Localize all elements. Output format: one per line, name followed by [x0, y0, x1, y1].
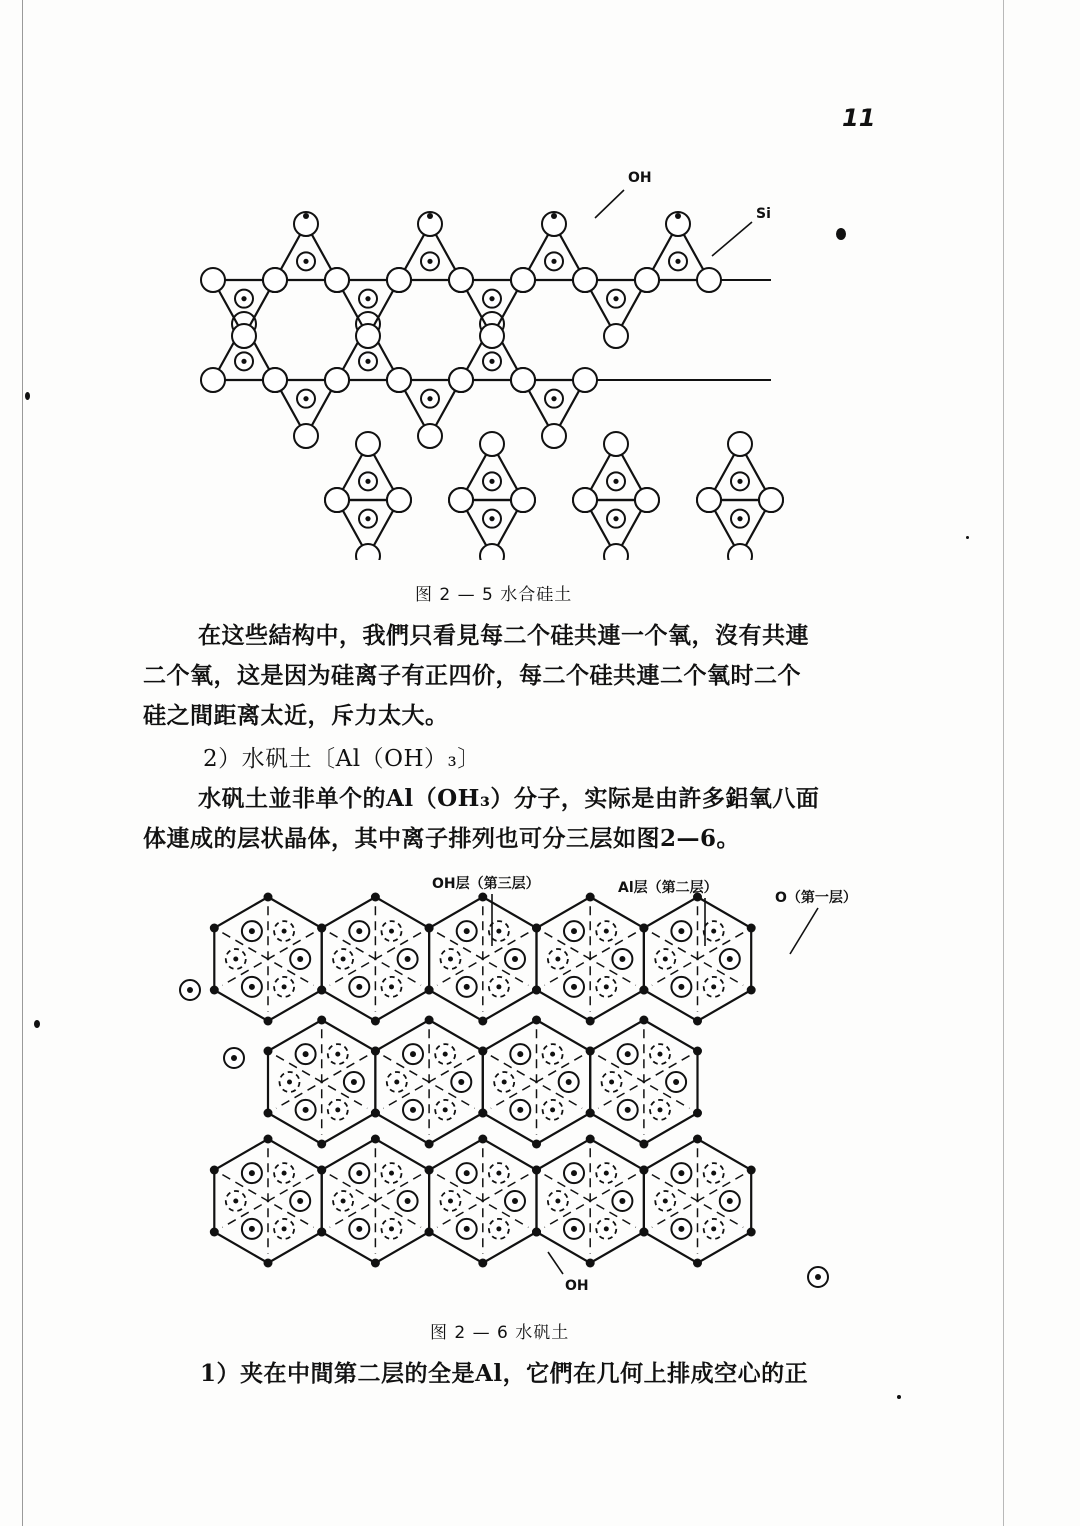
paragraph-2-line-1: 水矾土並非单个的Al（OH₃）分子，实际是由許多鋁氧八面 — [198, 785, 820, 812]
hydroxyl-third-layer-center — [389, 929, 394, 934]
aluminum-atom — [747, 1166, 756, 1175]
silicon-atom-center — [303, 259, 308, 264]
figure-2-6-label-oh-layer: OH层（第三层） — [432, 876, 540, 892]
aluminum-atom — [747, 1228, 756, 1237]
figure-2-6-label-o-layer: O（第一层） — [775, 890, 857, 906]
silicon-atom-center — [613, 296, 618, 301]
hydroxyl-third-layer-center — [550, 1052, 555, 1057]
oxygen-atom — [387, 488, 411, 512]
oxygen-atom — [480, 432, 504, 456]
oxygen-atom — [697, 268, 721, 292]
hydroxyl-third-layer-center — [335, 1052, 340, 1057]
oxygen-first-layer-center — [297, 956, 303, 962]
hydroxyl-third-layer-center — [335, 1107, 340, 1112]
aluminum-atom — [586, 1047, 595, 1056]
hydroxyl-third-layer-center — [496, 1226, 501, 1231]
aluminum-atom — [747, 924, 756, 933]
oxygen-first-layer-center — [625, 1107, 631, 1113]
oxygen-atom — [201, 268, 225, 292]
silicon-atom-center — [365, 296, 370, 301]
aluminum-atom — [478, 893, 487, 902]
oxygen-first-layer-center — [410, 1107, 416, 1113]
oxygen-first-layer-center — [727, 1198, 733, 1204]
aluminum-atom — [264, 1017, 273, 1026]
figure-2-6 — [170, 862, 890, 1302]
paragraph-2-line-2: 体連成的层状晶体，其中离子排列也可分三层如图2—6。 — [143, 825, 741, 852]
silicon-atom-center — [737, 479, 742, 484]
aluminum-atom — [532, 1228, 541, 1237]
aluminum-atom — [425, 986, 434, 995]
aluminum-atom — [586, 1017, 595, 1026]
oh-leader-bottom — [548, 1252, 563, 1274]
oxygen-first-layer-center — [571, 1226, 577, 1232]
aluminum-atom — [317, 1228, 326, 1237]
oxygen-atom — [759, 488, 783, 512]
oxygen-atom — [356, 432, 380, 456]
silicon-atom-center — [365, 516, 370, 521]
hydroxyl-third-layer-center — [287, 1080, 292, 1085]
aluminum-atom — [317, 1016, 326, 1025]
hydroxyl-third-layer-center — [711, 984, 716, 989]
aluminum-atom — [532, 1016, 541, 1025]
aluminum-atom — [264, 1135, 273, 1144]
aluminum-atom — [210, 1228, 219, 1237]
hydroxyl-third-layer-center — [711, 1171, 716, 1176]
hydroxyl-third-layer-center — [550, 1107, 555, 1112]
oxygen-atom — [387, 268, 411, 292]
oxygen-atom — [449, 368, 473, 392]
figure-2-5-label-si: Si — [756, 206, 771, 222]
figure-2-5-caption: 图 2 — 5 水合硅土 — [415, 585, 573, 605]
oxygen-atom — [542, 424, 566, 448]
hydroxyl-third-layer-center — [711, 1226, 716, 1231]
oxygen-atom — [511, 268, 535, 292]
figure-2-6-diagram — [170, 862, 890, 1302]
oxygen-atom — [480, 544, 504, 560]
aluminum-atom — [371, 1017, 380, 1026]
hydroxyl-third-layer-center — [555, 1199, 560, 1204]
oxygen-first-layer-center — [727, 956, 733, 962]
page-right-edge — [1003, 0, 1004, 1526]
oxygen-first-layer-center — [249, 984, 255, 990]
oxygen-atom — [511, 368, 535, 392]
aluminum-atom — [586, 893, 595, 902]
scan-speck — [25, 392, 30, 400]
silicon-atom-center — [613, 479, 618, 484]
aluminum-atom — [371, 1109, 380, 1118]
oxygen-first-layer-center — [678, 1226, 684, 1232]
oh-leader-line — [595, 190, 624, 218]
oxygen-edge-atom-center — [231, 1055, 237, 1061]
oxygen-first-layer-center — [249, 1170, 255, 1176]
oxygen-first-layer-center — [625, 1051, 631, 1057]
aluminum-atom — [425, 924, 434, 933]
figure-2-6-label-al-layer: Al层（第二层） — [618, 880, 718, 896]
oxygen-first-layer-center — [356, 928, 362, 934]
hydroxyl-third-layer-center — [604, 984, 609, 989]
aluminum-atom — [264, 1259, 273, 1268]
oxygen-atom — [604, 324, 628, 348]
aluminum-atom — [425, 1016, 434, 1025]
hydroxyl-third-layer-center — [502, 1080, 507, 1085]
oxygen-atom — [449, 268, 473, 292]
oxygen-first-layer-center — [517, 1107, 523, 1113]
oxygen-atom — [511, 488, 535, 512]
oxygen-atom — [418, 424, 442, 448]
silicon-atom-center — [737, 516, 742, 521]
paragraph-1-line-1: 在这些結构中，我們只看見每二个硅共連一个氧，沒有共連 — [198, 622, 809, 649]
aluminum-atom — [425, 1228, 434, 1237]
aluminum-atom — [478, 1047, 487, 1056]
hydroxyl-third-layer-center — [341, 1199, 346, 1204]
oxygen-first-layer-center — [619, 956, 625, 962]
aluminum-atom — [693, 1047, 702, 1056]
oxygen-first-layer-center — [249, 1226, 255, 1232]
silicon-atom-center — [365, 359, 370, 364]
oxygen-atom — [573, 488, 597, 512]
aluminum-atom — [210, 924, 219, 933]
hydroxyl-third-layer-center — [711, 929, 716, 934]
si-leader-line — [712, 222, 752, 256]
silicon-atom-center — [303, 396, 308, 401]
oxygen-first-layer-center — [571, 984, 577, 990]
hydroxyl-dot — [427, 213, 433, 219]
hydroxyl-dot — [303, 213, 309, 219]
hydroxyl-third-layer-center — [389, 1226, 394, 1231]
paragraph-1-line-2: 二个氧，这是因为硅离子有正四价，每二个硅共連二个氧时二个 — [143, 662, 801, 689]
oxygen-atom — [263, 268, 287, 292]
oxygen-first-layer-center — [464, 1170, 470, 1176]
oxygen-first-layer-center — [303, 1051, 309, 1057]
oxygen-atom — [201, 368, 225, 392]
section-heading-2: 2）水矾土〔Al（OH）₃〕 — [203, 746, 481, 772]
oxygen-atom — [635, 268, 659, 292]
oxygen-first-layer-center — [464, 928, 470, 934]
oxygen-edge-atom-center — [815, 1274, 821, 1280]
aluminum-atom — [693, 1135, 702, 1144]
oxygen-atom — [387, 368, 411, 392]
aluminum-atom — [478, 1109, 487, 1118]
aluminum-atom — [317, 924, 326, 933]
aluminum-atom — [317, 1166, 326, 1175]
hydroxyl-third-layer-center — [443, 1107, 448, 1112]
scan-speck — [34, 1020, 40, 1028]
oxygen-atom — [325, 268, 349, 292]
hydroxyl-third-layer-center — [555, 957, 560, 962]
paragraph-1-line-3: 硅之間距离太近，斥力太大。 — [143, 702, 449, 729]
hydroxyl-third-layer-center — [233, 1199, 238, 1204]
oxygen-atom — [356, 544, 380, 560]
aluminum-atom — [210, 1166, 219, 1175]
oxygen-atom — [232, 324, 256, 348]
aluminum-atom — [747, 986, 756, 995]
oxygen-first-layer-center — [673, 1079, 679, 1085]
oxygen-atom — [356, 324, 380, 348]
silicon-atom-center — [551, 396, 556, 401]
hydroxyl-third-layer-center — [341, 957, 346, 962]
oxygen-first-layer-center — [356, 1170, 362, 1176]
page-number: 11 — [842, 104, 876, 132]
scan-speck — [836, 228, 846, 240]
hydroxyl-third-layer-center — [496, 984, 501, 989]
hydroxyl-third-layer-center — [658, 1107, 663, 1112]
oxygen-first-layer-center — [351, 1079, 357, 1085]
hydroxyl-dot — [675, 213, 681, 219]
oxygen-atom — [480, 324, 504, 348]
aluminum-atom — [532, 1140, 541, 1149]
aluminum-atom — [639, 1016, 648, 1025]
silicon-atom-center — [427, 259, 432, 264]
aluminum-atom — [586, 1135, 595, 1144]
silicon-atom-center — [613, 516, 618, 521]
oxygen-atom — [263, 368, 287, 392]
hydroxyl-third-layer-center — [389, 1171, 394, 1176]
hydroxyl-third-layer-center — [389, 984, 394, 989]
oxygen-first-layer-center — [571, 928, 577, 934]
scan-speck — [966, 536, 969, 539]
aluminum-atom — [586, 1259, 595, 1268]
hydroxyl-third-layer-center — [282, 984, 287, 989]
o-layer-leader — [790, 908, 818, 954]
oxygen-atom — [728, 432, 752, 456]
aluminum-atom — [371, 893, 380, 902]
hydroxyl-third-layer-center — [394, 1080, 399, 1085]
hydroxyl-third-layer-center — [496, 929, 501, 934]
oxygen-first-layer-center — [297, 1198, 303, 1204]
silicon-atom-center — [551, 259, 556, 264]
aluminum-atom — [639, 1140, 648, 1149]
aluminum-atom — [693, 1017, 702, 1026]
silicon-atom-center — [241, 296, 246, 301]
aluminum-atom — [478, 1017, 487, 1026]
oxygen-first-layer-center — [512, 1198, 518, 1204]
aluminum-atom — [532, 924, 541, 933]
silicon-atom-center — [489, 296, 494, 301]
oxygen-first-layer-center — [619, 1198, 625, 1204]
aluminum-atom — [371, 1047, 380, 1056]
oxygen-atom — [604, 432, 628, 456]
oxygen-atom — [325, 488, 349, 512]
figure-2-5-diagram — [200, 160, 840, 560]
oxygen-atom — [728, 544, 752, 560]
figure-2-5-label-oh: OH — [628, 170, 652, 186]
silicon-atom-center — [489, 479, 494, 484]
aluminum-atom — [371, 1259, 380, 1268]
oxygen-first-layer-center — [512, 956, 518, 962]
silicon-atom-center — [427, 396, 432, 401]
oxygen-atom — [697, 488, 721, 512]
hydroxyl-third-layer-center — [282, 1171, 287, 1176]
aluminum-atom — [317, 986, 326, 995]
figure-2-5 — [200, 160, 840, 560]
hydroxyl-third-layer-center — [604, 929, 609, 934]
aluminum-atom — [693, 1259, 702, 1268]
oxygen-atom — [573, 368, 597, 392]
page-binding-edge — [22, 0, 23, 1526]
oxygen-first-layer-center — [566, 1079, 572, 1085]
aluminum-atom — [586, 1109, 595, 1118]
oxygen-atom — [573, 268, 597, 292]
hydroxyl-third-layer-center — [663, 957, 668, 962]
aluminum-atom — [532, 1166, 541, 1175]
scan-speck — [897, 1395, 901, 1399]
oxygen-atom — [604, 544, 628, 560]
oxygen-first-layer-center — [458, 1079, 464, 1085]
oxygen-atom — [449, 488, 473, 512]
aluminum-atom — [639, 986, 648, 995]
hydroxyl-dot — [551, 213, 557, 219]
aluminum-atom — [478, 1259, 487, 1268]
aluminum-atom — [317, 1140, 326, 1149]
hydroxyl-third-layer-center — [282, 1226, 287, 1231]
oxygen-first-layer-center — [405, 1198, 411, 1204]
hydroxyl-third-layer-center — [604, 1171, 609, 1176]
aluminum-atom — [371, 1135, 380, 1144]
silicon-atom-center — [365, 479, 370, 484]
oxygen-first-layer-center — [249, 928, 255, 934]
oxygen-first-layer-center — [517, 1051, 523, 1057]
oxygen-first-layer-center — [303, 1107, 309, 1113]
oxygen-first-layer-center — [678, 984, 684, 990]
oxygen-first-layer-center — [678, 1170, 684, 1176]
oxygen-first-layer-center — [464, 984, 470, 990]
aluminum-atom — [264, 893, 273, 902]
hydroxyl-third-layer-center — [604, 1226, 609, 1231]
aluminum-atom — [693, 1109, 702, 1118]
oxygen-first-layer-center — [571, 1170, 577, 1176]
aluminum-atom — [425, 1140, 434, 1149]
aluminum-atom — [639, 1228, 648, 1237]
aluminum-atom — [532, 986, 541, 995]
oxygen-atom — [294, 424, 318, 448]
aluminum-atom — [639, 1166, 648, 1175]
hydroxyl-third-layer-center — [282, 929, 287, 934]
hydroxyl-third-layer-center — [233, 957, 238, 962]
oxygen-atom — [635, 488, 659, 512]
oxygen-first-layer-center — [464, 1226, 470, 1232]
silicon-atom-center — [675, 259, 680, 264]
hydroxyl-third-layer-center — [609, 1080, 614, 1085]
hydroxyl-third-layer-center — [663, 1199, 668, 1204]
aluminum-atom — [264, 1047, 273, 1056]
hydroxyl-third-layer-center — [496, 1171, 501, 1176]
oxygen-atom — [325, 368, 349, 392]
oxygen-edge-atom-center — [187, 987, 193, 993]
figure-2-6-label-oh: OH — [565, 1278, 589, 1294]
aluminum-atom — [639, 924, 648, 933]
aluminum-atom — [425, 1166, 434, 1175]
hydroxyl-third-layer-center — [448, 1199, 453, 1204]
oxygen-first-layer-center — [410, 1051, 416, 1057]
aluminum-atom — [264, 1109, 273, 1118]
aluminum-atom — [478, 1135, 487, 1144]
oxygen-first-layer-center — [356, 984, 362, 990]
hydroxyl-third-layer-center — [658, 1052, 663, 1057]
aluminum-atom — [210, 986, 219, 995]
oxygen-first-layer-center — [405, 956, 411, 962]
figure-2-6-caption: 图 2 — 6 水矾土 — [430, 1323, 570, 1343]
oxygen-first-layer-center — [356, 1226, 362, 1232]
silicon-atom-center — [489, 516, 494, 521]
oxygen-first-layer-center — [678, 928, 684, 934]
hydroxyl-third-layer-center — [443, 1052, 448, 1057]
hydroxyl-third-layer-center — [448, 957, 453, 962]
silicon-atom-center — [241, 359, 246, 364]
paragraph-3-line-1: 1）夹在中間第二层的全是Al，它們在几何上排成空心的正 — [200, 1360, 809, 1387]
silicon-atom-center — [489, 359, 494, 364]
